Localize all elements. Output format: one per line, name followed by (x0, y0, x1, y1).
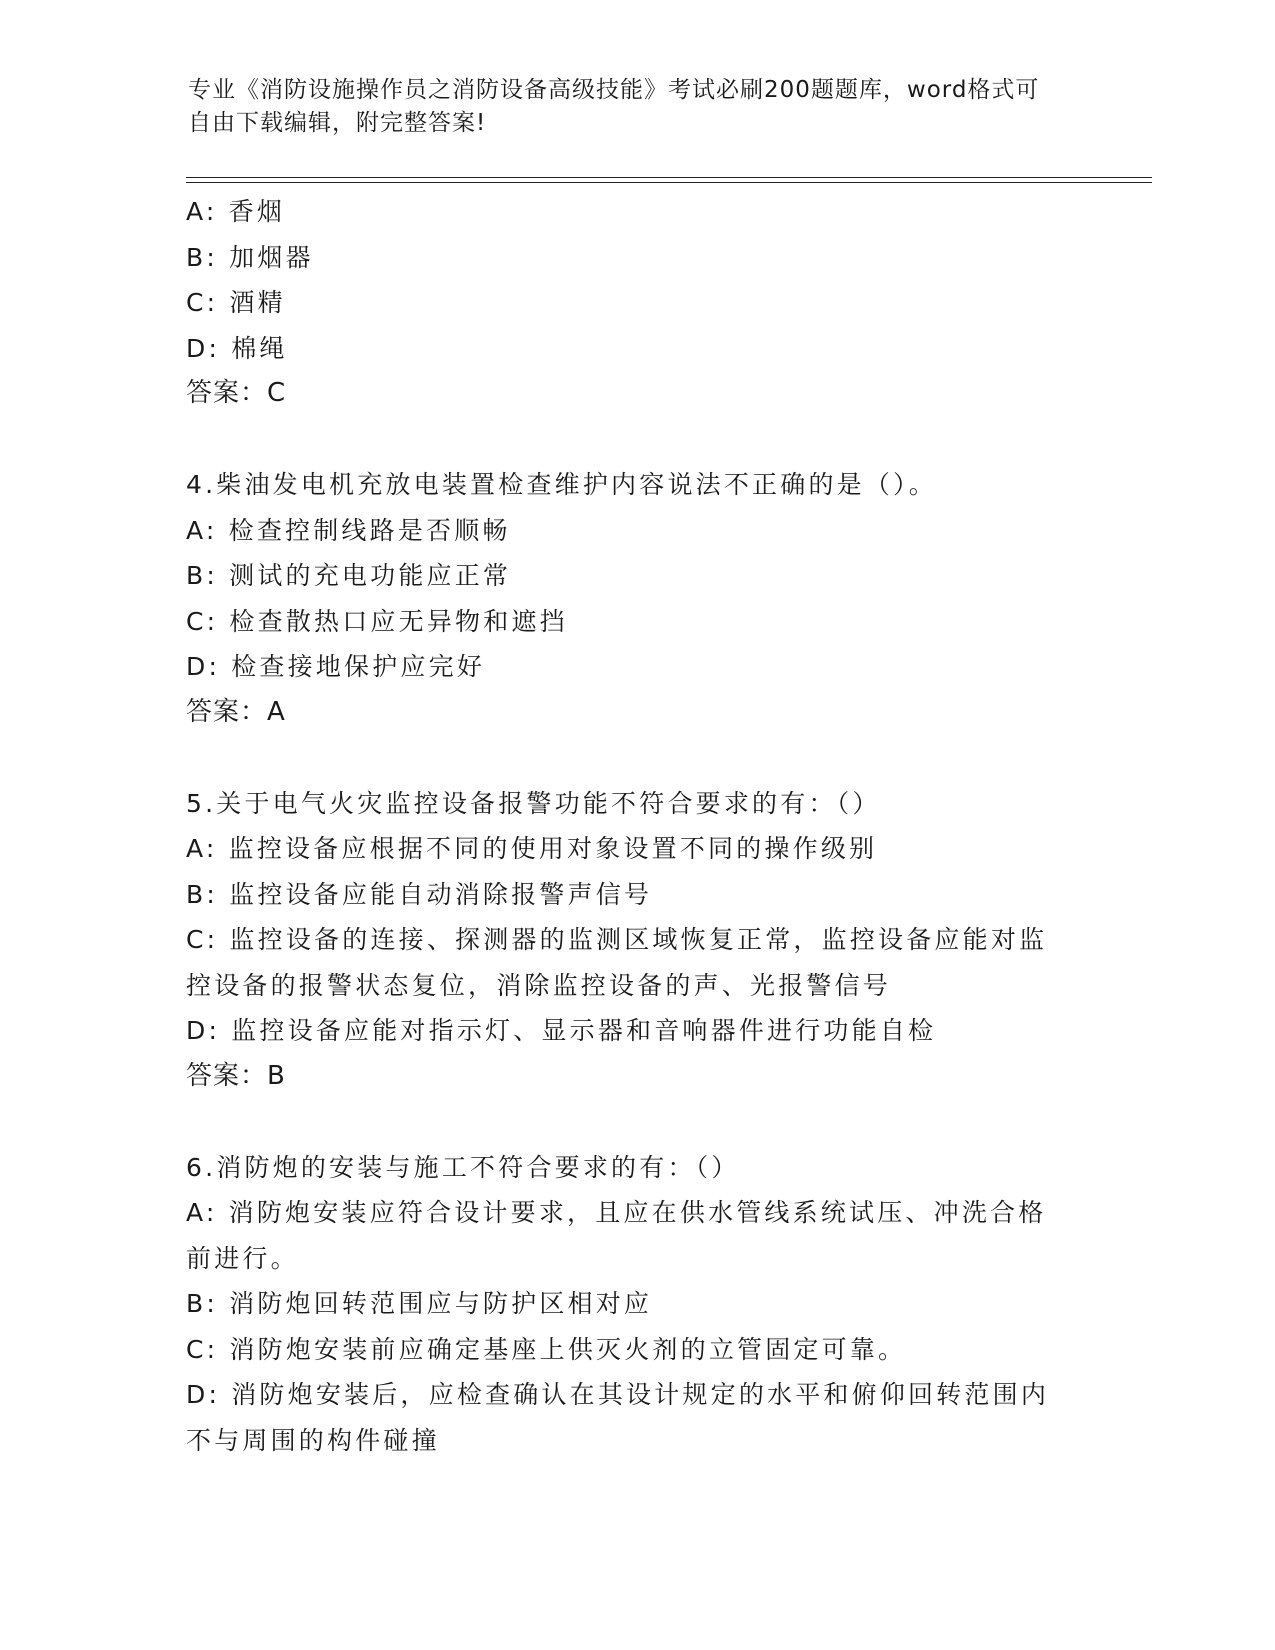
q4-option-d: D: 检查接地保护应完好 (186, 652, 486, 681)
q4-answer: 答案：A (186, 696, 286, 727)
header-rule-top (186, 177, 1152, 178)
spacer (186, 735, 1086, 781)
question-list (186, 189, 1086, 1463)
q5-option-a: A: 监控设备应根据不同的使用对象设置不同的操作级别 (186, 834, 878, 863)
q6-option-c: C: 消防炮安装前应确定基座上供灭火剂的立管固定可靠。 (186, 1334, 907, 1364)
q6-option-b: B: 消防炮回转范围应与防护区相对应 (186, 1289, 653, 1318)
q6-option-d-line-1: D: 消防炮安装后，应检查确认在其设计规定的水平和俯仰回转范围内 (186, 1380, 1050, 1409)
q5-answer: 答案：B (186, 1060, 286, 1091)
q5-option-c-line-2: 控设备的报警状态复位，消除监控设备的声、光报警信号 (186, 970, 892, 1000)
q3-option-b: B: 加烟器 (186, 242, 314, 272)
q3-option-d: D: 棉绳 (186, 333, 288, 363)
q4-option-c: C: 检查散热口应无异物和遮挡 (186, 606, 568, 636)
q4-option-a: A: 检查控制线路是否顺畅 (186, 515, 511, 545)
q6-option-a-line-2: 前进行。 (186, 1243, 299, 1273)
header-line-2: 自由下载编辑，附完整答案! (188, 110, 487, 136)
q5-option-c-line-1: C: 监控设备的连接、探测器的监测区域恢复正常，监控设备应能对监 (186, 925, 1048, 954)
q3-option-c: C: 酒精 (186, 288, 286, 317)
q3-answer: 答案：C (186, 378, 287, 408)
header-rule-bottom (186, 182, 1152, 183)
q6-option-a-line-1: A: 消防炮安装应符合设计要求，且应在供水管线系统试压、冲洗合格 (186, 1198, 1047, 1227)
q5-option-b: B: 监控设备应能自动消除报警声信号 (186, 879, 653, 909)
header-line-1: 专业《消防设施操作员之消防设备高级技能》考试必刷200题题库，word格式可 (188, 77, 1040, 103)
q5-option-d: D: 监控设备应能对指示灯、显示器和音响器件进行功能自检 (186, 1016, 937, 1045)
q5-stem: 5.关于电气火灾监控设备报警功能不符合要求的有：（） (186, 788, 881, 818)
q4-option-b: B: 测试的充电功能应正常 (186, 561, 512, 590)
q3-option-a: A: 香烟 (186, 197, 286, 226)
q6-option-d-line-2: 不与周围的构件碰撞 (186, 1425, 440, 1455)
spacer (186, 417, 1086, 463)
q6-stem: 6.消防炮的安装与施工不符合要求的有：（） (186, 1152, 740, 1182)
spacer (186, 1099, 1086, 1145)
q4-stem: 4.柴油发电机充放电装置检查维护内容说法不正确的是（）。 (186, 470, 937, 499)
document-header (188, 74, 1068, 140)
